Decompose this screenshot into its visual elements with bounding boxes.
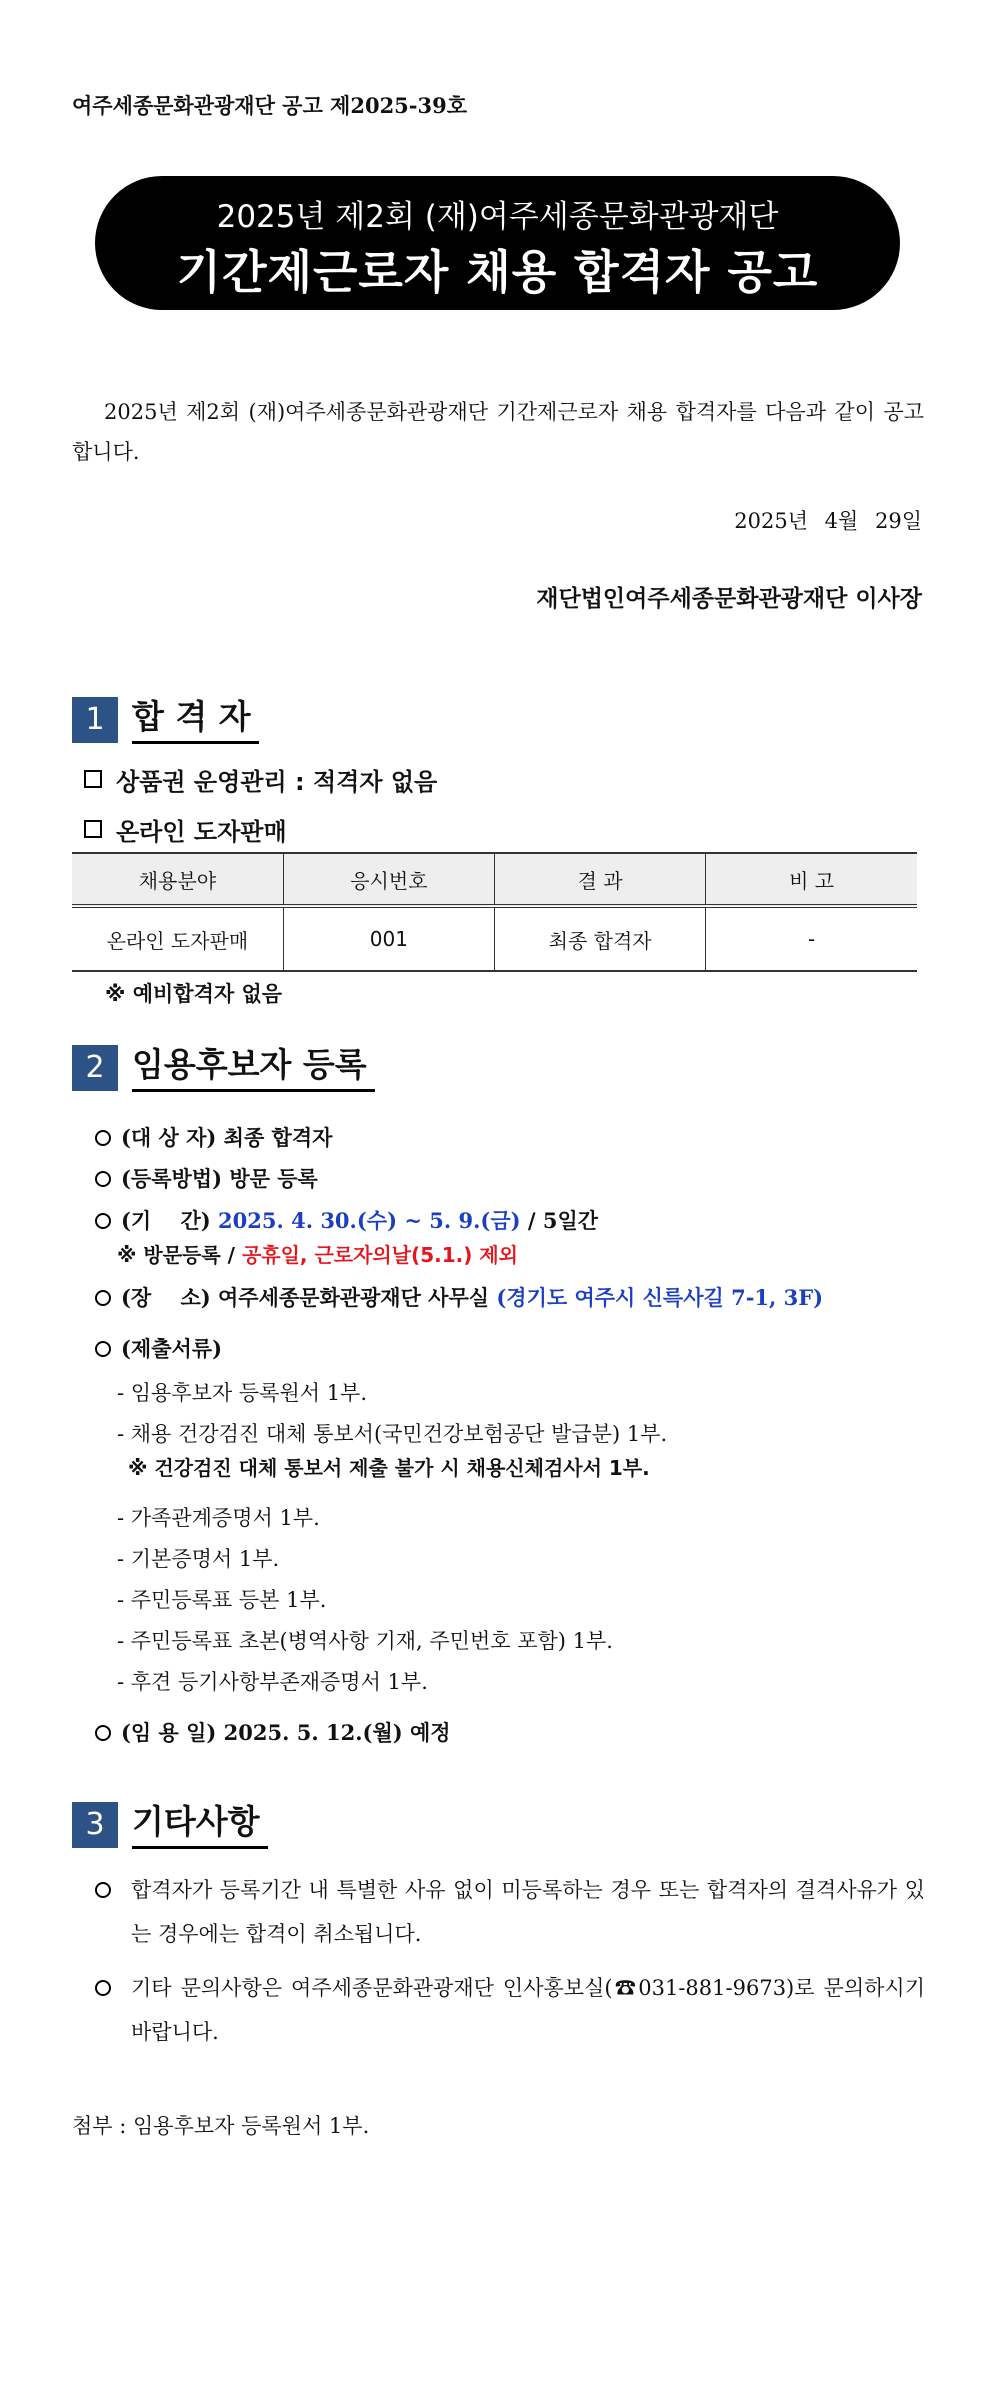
- notice-number: 여주세종문화관광재단 공고 제2025-39호: [72, 93, 468, 118]
- result-table: [72, 852, 917, 972]
- visit-note-prefix: ※ 방문등록 /: [117, 1243, 235, 1267]
- banner-subtitle: 2025년 제2회 (재)여주세종문화관광재단: [216, 199, 779, 235]
- checkbox-square-icon: [84, 820, 102, 838]
- intro-paragraph: [72, 392, 924, 472]
- document-item: - 가족관계증명서 1부.: [117, 1506, 320, 1530]
- subheading-voucher: [84, 762, 437, 797]
- item-place: [95, 1282, 823, 1312]
- item-method: [95, 1163, 318, 1193]
- circle-bullet-icon: [95, 1980, 111, 1996]
- circle-bullet-icon: [95, 1171, 111, 1187]
- banner-title: 기간제근로자 채용 합격자 공고: [176, 245, 819, 299]
- section-title: 기타사항: [132, 1800, 268, 1849]
- document-item: - 채용 건강검진 대체 통보서(국민건강보험공단 발급분) 1부.: [117, 1422, 668, 1446]
- notice-date: 2025년 4월 29일: [734, 509, 922, 533]
- period-suffix: / 5일간: [527, 1208, 599, 1233]
- other-item-text: 합격자가 등록기간 내 특별한 사유 없이 미등록하는 경우 또는 합격자의 결격사유가 있는 경우에는 합격이 취소됩니다.: [131, 1878, 925, 1946]
- table-row: [72, 906, 917, 971]
- item-label: (제출서류): [121, 1336, 223, 1361]
- period-dates: 2025. 4. 30.(수) ~ 5. 9.(금): [218, 1208, 521, 1233]
- other-item: [95, 1868, 925, 1956]
- document-item: - 기본증명서 1부.: [117, 1547, 280, 1571]
- table-cell: -: [706, 906, 917, 971]
- place-address: (경기도 여주시 신륵사길 7-1, 3F): [496, 1285, 824, 1310]
- item-label: (기 간): [121, 1208, 211, 1233]
- subheading-voucher-text: 상품권 운영관리 : 적격자 없음: [116, 768, 438, 796]
- column-header: 비 고: [706, 853, 917, 906]
- visit-note: [117, 1239, 518, 1268]
- checkbox-square-icon: [84, 770, 102, 788]
- section-number: 3: [72, 1802, 118, 1848]
- item-target: [95, 1122, 332, 1152]
- document-item: - 주민등록표 초본(병역사항 기재, 주민번호 포함) 1부.: [117, 1629, 613, 1653]
- subheading-online-ceramics: [84, 812, 287, 847]
- column-header: 응시번호: [283, 853, 494, 906]
- item-label: (대 상 자): [121, 1125, 217, 1150]
- section-number: 1: [72, 697, 118, 743]
- item-value: 방문 등록: [229, 1166, 318, 1191]
- circle-bullet-icon: [95, 1213, 111, 1229]
- table-cell: 온라인 도자판매: [72, 906, 283, 971]
- section-title: 임용후보자 등록: [132, 1043, 375, 1092]
- table-header-row: [72, 853, 917, 906]
- table-cell: 최종 합격자: [495, 906, 706, 971]
- column-header: 결 과: [495, 853, 706, 906]
- table-cell: 001: [283, 906, 494, 971]
- other-item: [95, 1966, 925, 2054]
- visit-note-exclusion: 공휴일, 근로자의날(5.1.) 제외: [241, 1243, 518, 1267]
- column-header: 채용분야: [72, 853, 283, 906]
- item-label: (임 용 일): [121, 1720, 217, 1745]
- section-title: 합 격 자: [132, 695, 259, 744]
- health-check-note: ※ 건강검진 대체 통보서 제출 불가 시 채용신체검사서 1부.: [128, 1456, 650, 1480]
- circle-bullet-icon: [95, 1882, 111, 1898]
- item-documents: [95, 1333, 222, 1363]
- item-appointment-date: [95, 1717, 451, 1747]
- document-item: - 주민등록표 등본 1부.: [117, 1588, 327, 1612]
- document-item: - 후견 등기사항부존재증명서 1부.: [117, 1670, 428, 1694]
- item-label: (등록방법): [121, 1166, 223, 1191]
- circle-bullet-icon: [95, 1290, 111, 1306]
- item-label: (장 소): [121, 1285, 211, 1310]
- subheading-online-ceramics-text: 온라인 도자판매: [116, 818, 287, 846]
- item-value: 2025. 5. 12.(월) 예정: [223, 1720, 451, 1745]
- reserve-note: ※ 예비합격자 없음: [105, 982, 283, 1006]
- intro-text: 2025년 제2회 (재)여주세종문화관광재단 기간제근로자 채용 합격자를 다음과 같이 공고합니다.: [72, 400, 924, 464]
- circle-bullet-icon: [95, 1130, 111, 1146]
- issuer: 재단법인여주세종문화관광재단 이사장: [536, 585, 922, 612]
- other-item-text: 기타 문의사항은 여주세종문화관광재단 인사홍보실(☎031-881-9673)로 문의하시기 바랍니다.: [131, 1976, 925, 2044]
- circle-bullet-icon: [95, 1725, 111, 1741]
- document-item: - 임용후보자 등록원서 1부.: [117, 1381, 368, 1405]
- item-value: 여주세종문화관광재단 사무실: [218, 1285, 490, 1310]
- item-period: [95, 1205, 598, 1235]
- attachment: 첨부 : 임용후보자 등록원서 1부.: [72, 2114, 370, 2138]
- section-number: 2: [72, 1045, 118, 1091]
- circle-bullet-icon: [95, 1341, 111, 1357]
- title-banner: [95, 176, 900, 310]
- item-value: 최종 합격자: [223, 1125, 333, 1150]
